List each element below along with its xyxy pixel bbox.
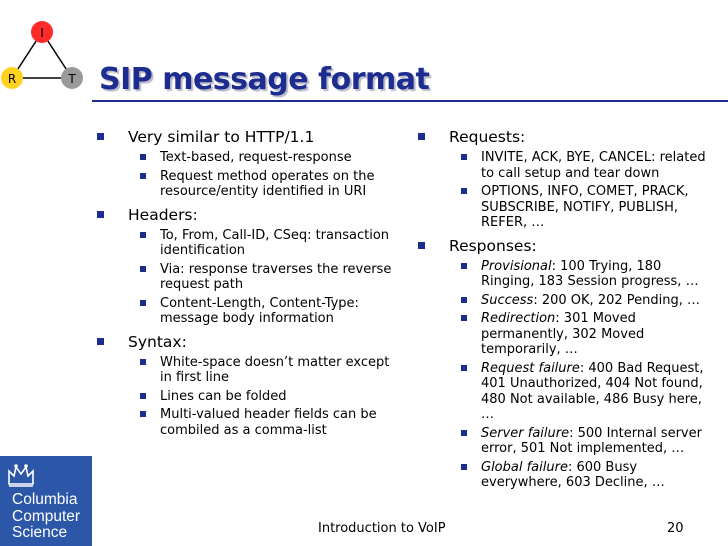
logo-letter-r: R [7, 72, 17, 86]
page-number: 20 [667, 521, 684, 536]
columbia-logo [0, 456, 92, 546]
response-success [416, 293, 716, 309]
response-codes: : 600 Busy everywhere, 603 Decline, … [481, 459, 665, 490]
right-column [416, 128, 716, 497]
bullet-http: Very similar to HTTP/1.1 [95, 128, 405, 146]
bullet-responses: Responses: [416, 237, 716, 255]
response-codes: : 200 OK, 202 Pending, … [533, 292, 701, 308]
slide-title: SIP message format [99, 62, 430, 97]
footer-course-title: Introduction to VoIP [318, 521, 446, 536]
sub-bullet: Lines can be folded [95, 389, 405, 405]
response-class: Server failure [481, 425, 570, 441]
response-class: Success [481, 292, 534, 308]
institution-line: Science [12, 524, 68, 541]
bullet-syntax: Syntax: [95, 333, 405, 351]
response-redirection [416, 311, 716, 358]
response-server-failure [416, 426, 716, 457]
sub-bullet: OPTIONS, INFO, COMET, PRACK, SUBSCRIBE, NOTIFY, PUBLISH, REFER, … [416, 184, 716, 231]
response-codes: : 301 Moved permanently, 302 Moved temporarily, … [481, 311, 645, 357]
crown-icon [6, 462, 36, 488]
logo-letter-t: T [68, 72, 76, 86]
response-class: Request failure [481, 360, 580, 376]
sub-bullet: White-space doesn’t matter except in first line [95, 355, 405, 386]
sub-bullet: Request method operates on the resource/entity identified in URI [95, 169, 405, 200]
response-provisional [416, 259, 716, 290]
response-codes: : 500 Internal server error, 501 Not implemented, … [481, 425, 702, 456]
response-class: Redirection [481, 311, 556, 326]
sub-bullet: INVITE, ACK, BYE, CANCEL: related to call setup and tear down [416, 150, 716, 181]
institution-line: Computer [12, 507, 81, 525]
sub-bullet: Multi-valued header fields can be combiled as a comma-list [95, 407, 405, 438]
bullet-headers: Headers: [95, 206, 405, 224]
bullet-requests: Requests: [416, 128, 716, 146]
institution-name [12, 492, 80, 542]
left-column [95, 128, 405, 444]
irt-logo [0, 14, 90, 94]
response-class: Provisional [481, 258, 552, 274]
logo-letter-i: I [40, 26, 44, 40]
response-codes: : 100 Trying, 180 Ringing, 183 Session progress, … [481, 258, 699, 289]
response-global-failure [416, 460, 716, 491]
sub-bullet: Text-based, request-response [95, 150, 405, 166]
response-codes: : 400 Bad Request, 401 Unauthorized, 404 Not found, 480 Not available, 486 Busy here, … [481, 360, 704, 422]
response-request-failure [416, 361, 716, 423]
sub-bullet: Content-Length, Content-Type: message body information [95, 296, 405, 327]
institution-line: Columbia [12, 491, 78, 508]
title-underline [92, 100, 728, 102]
sub-bullet: To, From, Call-ID, CSeq: transaction identification [95, 228, 405, 259]
response-class: Global failure [481, 459, 568, 475]
sub-bullet: Via: response traverses the reverse request path [95, 262, 405, 293]
